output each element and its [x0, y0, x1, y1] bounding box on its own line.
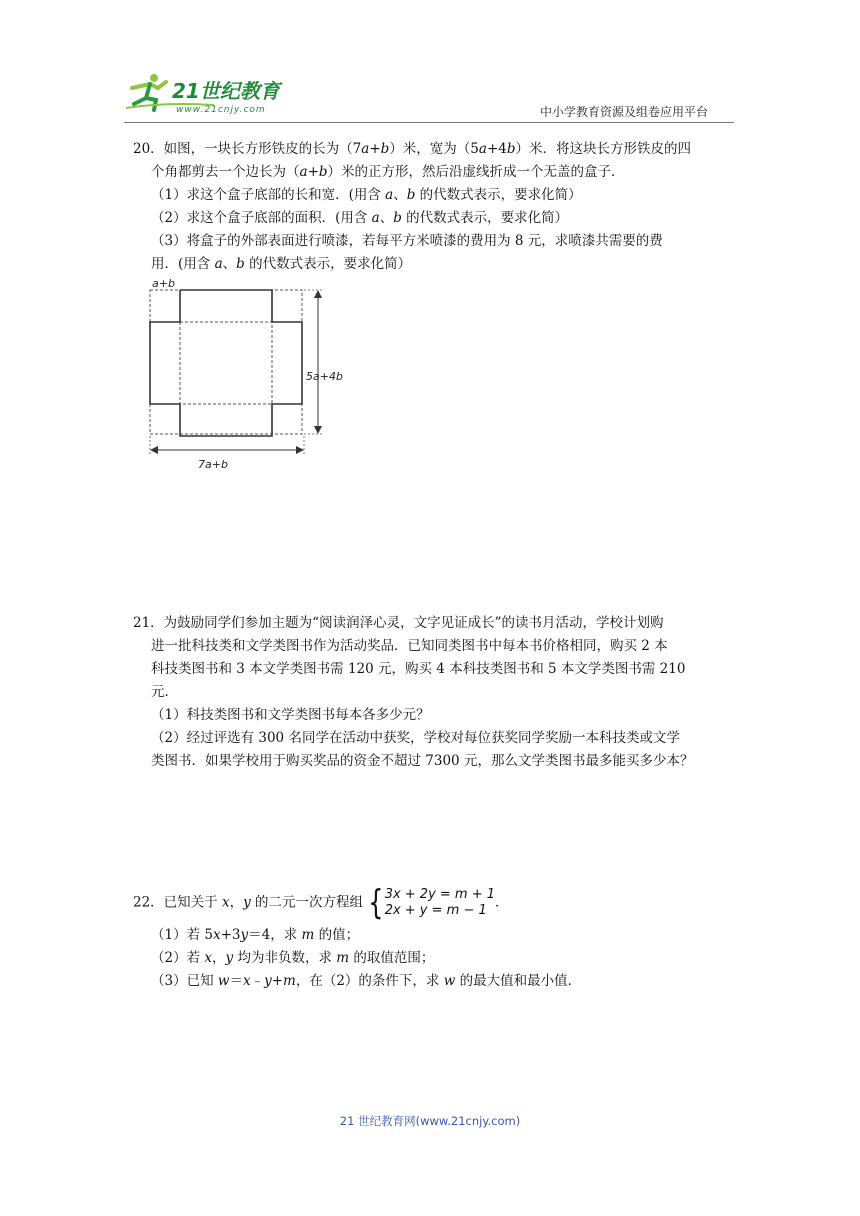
- width-label: 7a+b: [198, 458, 228, 471]
- brace-icon: {: [368, 883, 384, 923]
- q21-line-1: 21．为鼓励同学们参加主题为“阅读润泽心灵，文字见证成长”的读书月活动，学校计划购: [133, 615, 664, 631]
- question-20: [133, 138, 743, 276]
- question-22: [133, 883, 743, 993]
- q20-sub-3-cont: 用．(用含 a、b 的代数式表示，要求化简）: [151, 256, 412, 272]
- height-label: 5a+4b: [306, 370, 343, 383]
- q21-sub-2: （2）经过评选有 300 名同学在活动中获奖，学校对每位获奖同学奖励一本科技类或文学: [151, 730, 680, 746]
- q21-line-2: 进一批科技类和文学类图书作为活动奖品．已知同类图书中每本书价格相同，购买 2 本: [151, 638, 668, 654]
- page-footer[interactable]: 21 世纪教育网(www.21cnjy.com): [339, 1114, 521, 1128]
- q20-sub-3: （3）将盒子的外部表面进行喷漆，若每平方米喷漆的费用为 8 元，求喷漆共需要的费: [151, 233, 663, 249]
- q20-line-2: 个角都剪去一个边长为（a+b）米的正方形，然后沿虚线折成一个无盖的盒子．: [151, 164, 625, 180]
- question-21: [133, 612, 743, 773]
- q20-line-1: 20．如图，一块长方形铁皮的长为（7a+b）米，宽为（5a+4b）米．将这块长方形铁皮的四: [133, 141, 692, 157]
- equation-2: 2x + y = m − 1: [384, 903, 487, 918]
- header-divider: [124, 122, 734, 123]
- logo-url: www.21cnjy.com: [176, 105, 266, 115]
- platform-label: 中小学教育资源及组卷应用平台: [540, 105, 709, 119]
- logo-text: 21世纪教育: [172, 79, 280, 103]
- q21-sub-1: （1）科技类图书和文学类图书每本各多少元？: [151, 707, 430, 723]
- equation-1: 3x + 2y = m + 1: [384, 887, 496, 902]
- q21-sub-2-cont: 类图书．如果学校用于购买奖品的资金不超过 7300 元，那么文学类图书最多能买多少本？: [151, 753, 694, 769]
- logo-icon: [124, 72, 294, 116]
- q22-sub-1: （1）若 5x+3y＝4，求 m 的值；: [151, 927, 360, 943]
- q20-sub-1: （1）求这个盒子底部的长和宽．(用含 a、b 的代数式表示，要求化简）: [151, 187, 582, 203]
- corner-label: a+b: [152, 277, 175, 290]
- equation-system: [365, 883, 496, 923]
- box-net-figure: [146, 276, 346, 476]
- q22-sub-3: （3）已知 w＝x﹣y+m，在（2）的条件下，求 w 的最大值和最小值．: [151, 973, 582, 989]
- q20-sub-2: （2）求这个盒子底部的面积．(用含 a、b 的代数式表示，要求化简）: [151, 210, 569, 226]
- q22-sub-2: （2）若 x，y 均为非负数，求 m 的取值范围；: [151, 950, 435, 966]
- q22-intro: 22．已知关于 x，y 的二元一次方程组 { 3x + 2y = m + 1 2x + y = m − 1 ．: [133, 883, 509, 923]
- q21-line-3: 科技类图书和 3 本文学类图书需 120 元，购买 4 本科技类图书和 5 本文学类图书需 210: [151, 661, 686, 677]
- page-header: [0, 0, 860, 125]
- q21-line-4: 元．: [151, 684, 178, 700]
